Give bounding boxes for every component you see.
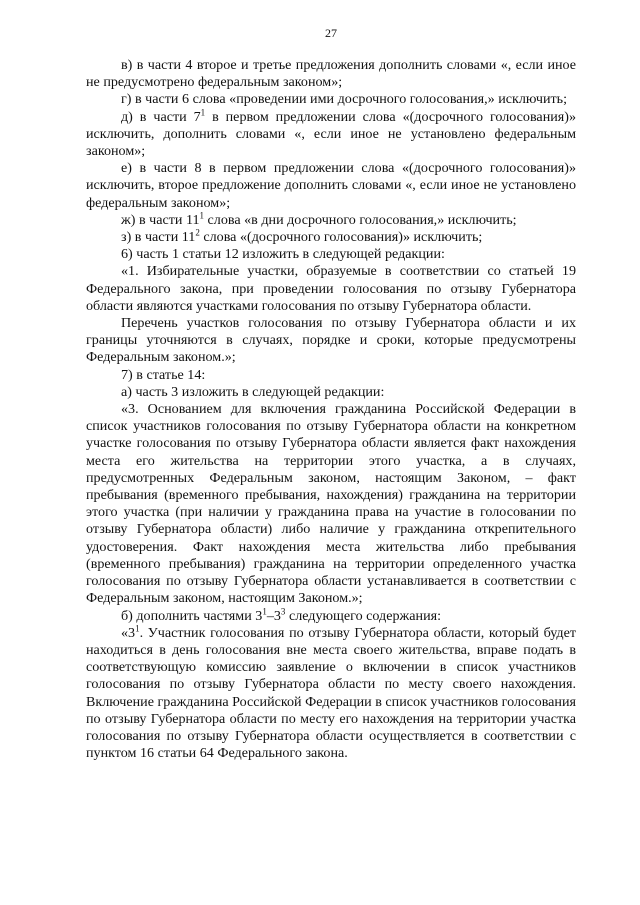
paragraph — [86, 625, 576, 763]
paragraph-text: «1. Избирательные участки, образуемые в соответствии со статьей 19 Федерального закона, при проведении голосования по отзыву Губернатора области являются участками голосования по отзыву Губернатора области. — [86, 263, 576, 314]
paragraph-text: з) в части 11 — [121, 229, 196, 246]
page-number: 27 — [325, 26, 337, 40]
paragraph-text: «3. Основанием для включения гражданина Российской Федерации в список участников голосования по отзыву Губернатора области на конкретном участке голосования по отзыву Губернатора области является факт нахождения места его жительства на территории этого участка, а в случаях, предусмотренных Федеральным законом, настоящим Законом, – факт пребывания (временного пребывания, нахождения) гражданина на территории этого участка (при наличии у гражданина права на участие в голосовании по отзыву Губернатора области) либо наличие у гражданина открепительного удостоверения. Факт нахождения места жительства либо пребывания (временного пребывания) гражданина на территории определенного участка голосования по отзыву Губернатора области устанавливается в соответствии с Федеральным законом, настоящим Законом.»; — [86, 401, 576, 607]
paragraph-text: слова «(досрочного голосования)» исключить; — [199, 229, 483, 246]
paragraph — [86, 246, 576, 263]
paragraph-text: следующего содержания: — [285, 607, 442, 624]
paragraph — [86, 384, 576, 401]
superscript-text: 1 — [135, 623, 140, 634]
paragraph-text: 6) часть 1 статьи 12 изложить в следующей редакции: — [121, 246, 445, 263]
superscript-text: 3 — [280, 605, 286, 616]
paragraph — [86, 106, 576, 161]
paragraph-text: Перечень участков голосования по отзыву Губернатора области и их границы уточняются в случаях, порядке и сроки, которые предусмотрены Федеральным законом.»; — [86, 315, 576, 366]
paragraph — [86, 160, 576, 212]
paragraph — [86, 212, 576, 229]
paragraph — [86, 401, 576, 607]
paragraph — [86, 57, 576, 91]
paragraph-text: д) в части 7 — [121, 108, 201, 125]
paragraph — [86, 91, 576, 108]
paragraph-text: е) в части 8 в первом предложении слова «(досрочного голосования)» исключить, второе предложение дополнить словами «, если иное не установлено федеральным законом»; — [86, 160, 576, 211]
paragraph-text: ж) в части 11 — [121, 211, 200, 228]
paragraph-text: «3 — [121, 624, 136, 641]
paragraph-text: г) в части 6 слова «проведении ими досрочного голосования,» исключить; — [121, 91, 568, 108]
paragraph-text: 7) в статье 14: — [121, 366, 206, 383]
superscript-text: 2 — [195, 227, 200, 238]
paragraph-text: в) в части 4 второе и третье предложения дополнить словами «, если иное не предусмотрено федеральным законом»; — [86, 57, 576, 91]
paragraph — [86, 263, 576, 315]
superscript-text: 1 — [262, 605, 267, 616]
paragraph — [86, 605, 576, 625]
paragraph — [86, 229, 576, 246]
paragraph-text: . Участник голосования по отзыву Губернатора области, который будет находиться в день голосования вне места своего жительства, вправе подать в соответствующую комиссию заявление о включении в список участников голосования по отзыву Губернатора области по месту своего нахождения. Включение гражданина Российской Федерации в список участников голосования по отзыву Губернатора области по месту его нахождения на территории участка голосования по отзыву Губернатора области осуществляется в соответствии с пунктом 16 статьи 64 Федерального закона. — [86, 624, 576, 762]
paragraph — [86, 367, 576, 384]
paragraph-text: слова «в дни досрочного голосования,» исключить; — [204, 211, 517, 228]
superscript-text: 1 — [199, 210, 205, 221]
paragraph-text: б) дополнить частями 3 — [121, 607, 263, 624]
superscript-text: 1 — [200, 106, 206, 117]
paragraph-text: –3 — [266, 607, 281, 624]
paragraph-text: в первом предложении слова «(досрочного голосования)» исключить, дополнить словами «, если иное не установлено федеральным законом»; — [86, 108, 576, 160]
paragraph — [86, 315, 576, 367]
document-body — [86, 57, 576, 762]
paragraph-text: а) часть 3 изложить в следующей редакции: — [121, 383, 385, 400]
